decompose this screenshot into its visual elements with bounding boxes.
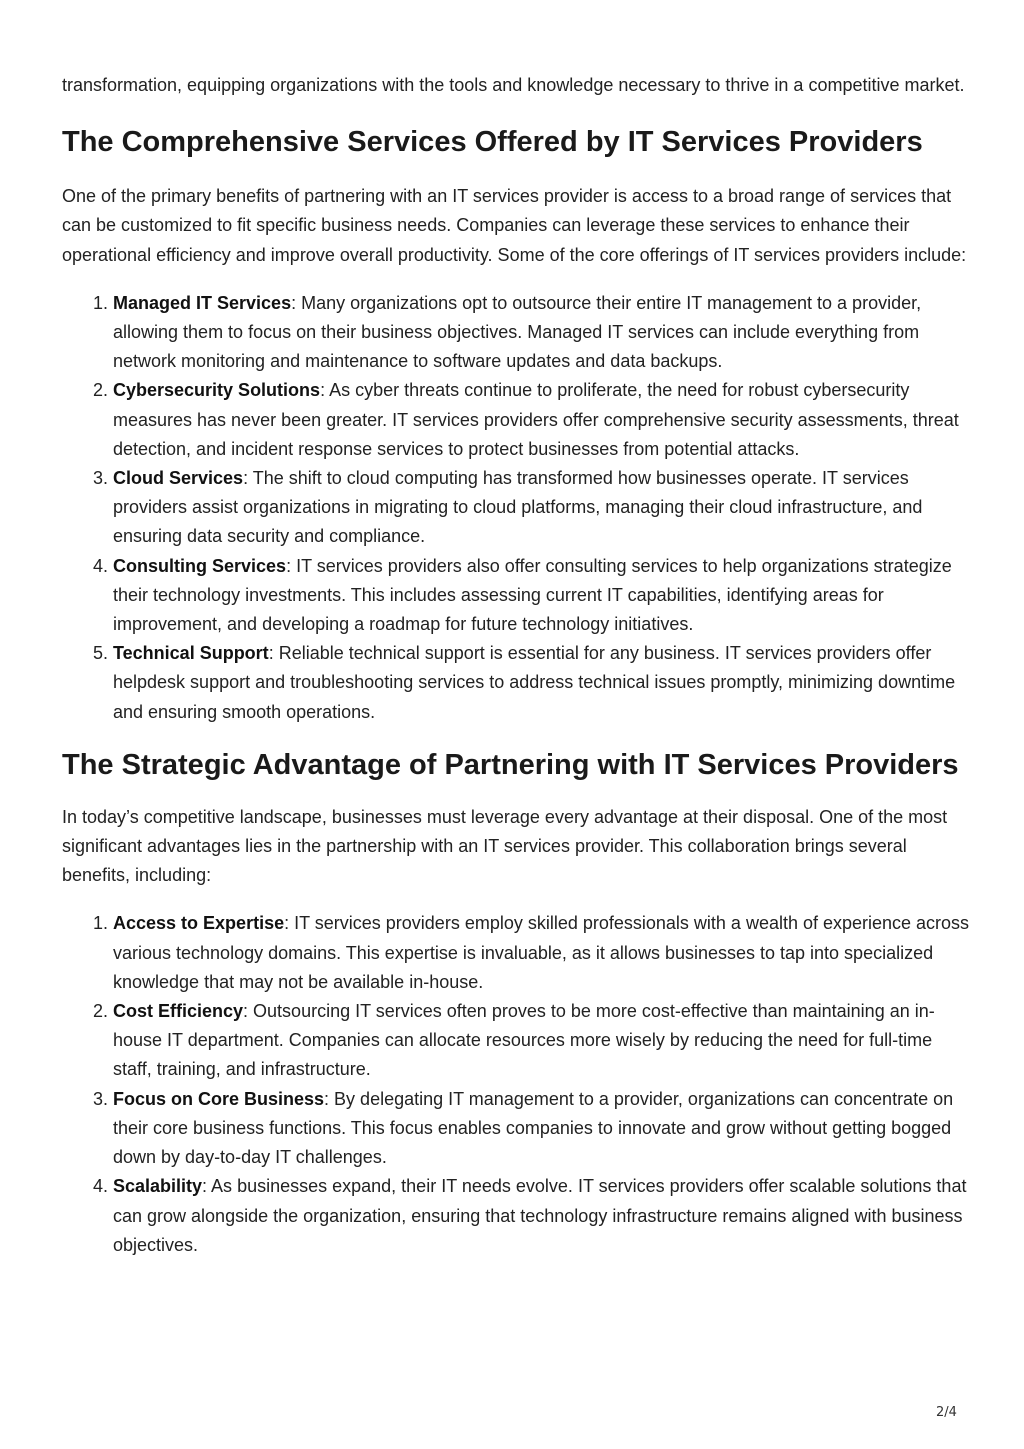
services-intro-paragraph: One of the primary benefits of partnering with an IT services provider is access to a broad range of services that can be customized to fit specific business needs. Companies can leverage these services to enhance their operational efficiency and improve overall productivity. Some of the core offerings of IT services providers include:	[62, 186, 967, 265]
section-heading-services: The Comprehensive Services Offered by IT Services Providers	[62, 126, 923, 159]
list-item-term: Scalability	[113, 1176, 203, 1197]
list-item	[113, 909, 972, 997]
list-item-text: : As businesses expand, their IT needs evolve. IT services providers offer scalable solutions that can grow alongside the organization, ensuring that technology infrastructure remains aligned with business objectives.	[113, 1176, 967, 1255]
list-item	[113, 1172, 972, 1260]
list-item-term: Consulting Services	[113, 555, 287, 576]
page-number: 2/4	[936, 1405, 957, 1420]
list-item-text: : Reliable technical support is essential for any business. IT services providers offer helpdesk support and troubleshooting services to address technical issues promptly, minimizing downtime and ensuring smooth operations.	[113, 643, 956, 722]
list-item-term: Cloud Services	[113, 468, 244, 489]
list-item	[113, 997, 972, 1085]
list-item-term: Focus on Core Business	[113, 1088, 325, 1109]
list-item-text: : By delegating IT management to a provider, organizations can concentrate on their core business functions. This focus enables companies to innovate and grow without getting bogged down by day-to-day IT challenges.	[113, 1088, 954, 1168]
benefits-list	[62, 909, 972, 1259]
list-item-term: Access to Expertise	[113, 913, 285, 934]
strategic-intro-paragraph: In today’s competitive landscape, businesses must leverage every advantage at their disposal. One of the most significant advantages lies in the partnership with an IT services provider. This collaboration brings several benefits, including:	[62, 806, 948, 886]
list-item-term: Managed IT Services	[113, 292, 292, 313]
list-item	[113, 639, 972, 727]
list-item	[113, 1085, 972, 1173]
list-item-text: : IT services providers employ skilled professionals with a wealth of experience across various technology domains. This expertise is invaluable, as it allows businesses to tap into specialized knowledge that may not be available in-house.	[113, 913, 970, 992]
list-item	[113, 289, 972, 377]
list-item	[113, 464, 972, 552]
document-page	[62, 71, 972, 1260]
list-item-text: : Outsourcing IT services often proves to be more cost-effective than maintaining an in-house IT department. Companies can allocate resources more wisely by reducing the need for full-time staff, training, and infrastructure.	[113, 1001, 935, 1080]
list-item-term: Technical Support	[113, 643, 269, 664]
list-item	[113, 552, 972, 640]
list-item	[113, 376, 972, 464]
intro-paragraph-tail: transformation, equipping organizations with the tools and knowledge necessary to thrive in a competitive market.	[62, 75, 965, 95]
list-item-term: Cybersecurity Solutions	[113, 380, 321, 401]
list-item-text: : As cyber threats continue to proliferate, the need for robust cybersecurity measures has never been greater. IT services providers offer comprehensive security assessments, threat detection, and incident response services to protect businesses from potential attacks.	[113, 380, 959, 459]
list-item-text: : The shift to cloud computing has transformed how businesses operate. IT services providers assist organizations in migrating to cloud platforms, managing their cloud infrastructure, and ensuring data security and compliance.	[113, 468, 923, 547]
list-item-text: : Many organizations opt to outsource their entire IT management to a provider, allowing them to focus on their business objectives. Managed IT services can include everything from network monitoring and maintenance to software updates and data backups.	[113, 292, 922, 372]
section-heading-strategic: The Strategic Advantage of Partnering with IT Services Providers	[62, 748, 959, 781]
list-item-term: Cost Efficiency	[113, 1001, 244, 1022]
services-list	[62, 289, 972, 727]
list-item-text: : IT services providers also offer consulting services to help organizations strategize their technology investments. This includes assessing current IT capabilities, identifying areas for improvement, and developing a roadmap for future technology initiatives.	[113, 555, 952, 635]
